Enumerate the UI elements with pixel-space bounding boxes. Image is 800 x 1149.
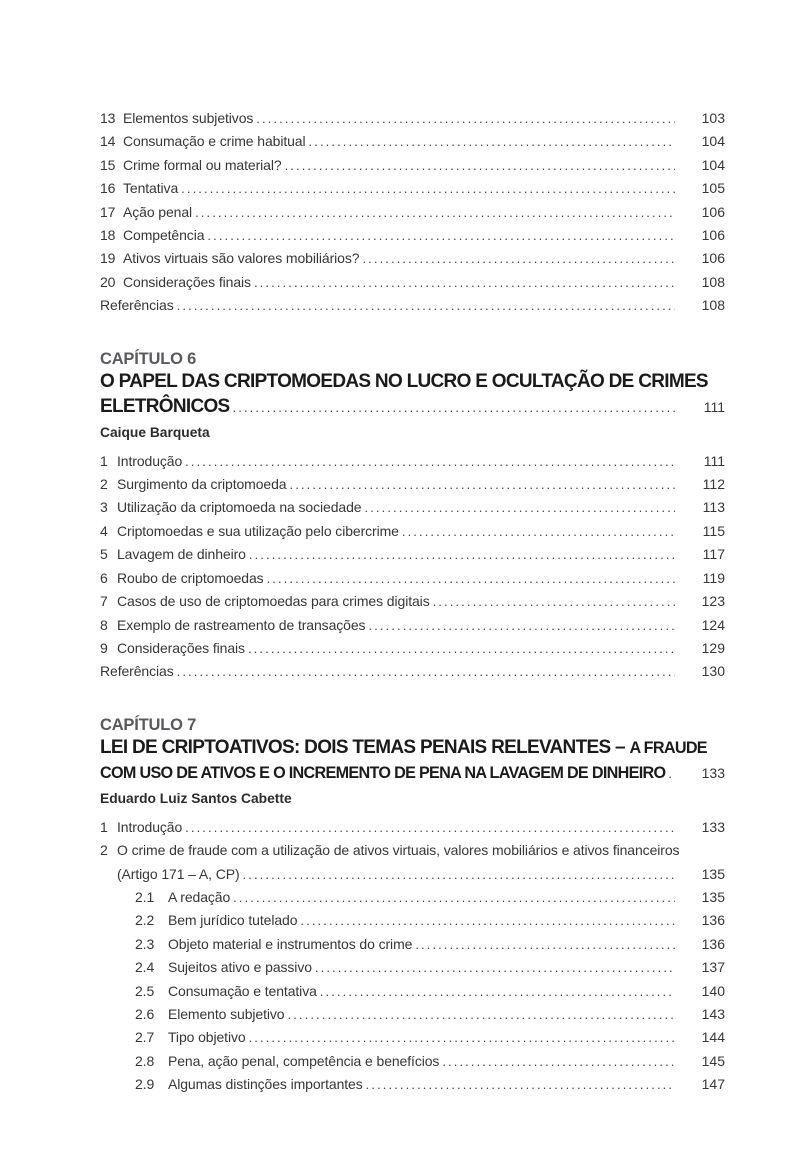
toc-entries-section (100, 107, 725, 318)
dot-leader (433, 590, 675, 613)
chapter-kicker: CAPÍTULO 6 (100, 349, 197, 368)
toc-entry (100, 816, 725, 839)
dot-leader (285, 154, 675, 177)
dot-leader (248, 637, 675, 660)
entry-number: 13 (100, 110, 116, 126)
entry-label: Roubo de criptomoedas (117, 569, 264, 586)
entry-label: Introdução (117, 452, 183, 469)
entry-label: Sujeitos ativo e passivo (168, 959, 312, 976)
dot-leader (368, 614, 675, 637)
entry-page-number: 136 (701, 935, 725, 952)
chapter-title-line (100, 761, 725, 786)
toc-entry (100, 543, 725, 566)
entry-label: Casos de uso de criptomoedas para crimes digitais (117, 593, 430, 610)
dot-leader (320, 980, 675, 1003)
toc-entry (100, 177, 725, 200)
entry-label: Referências (100, 297, 174, 314)
entry-number: 14 (100, 133, 116, 150)
chapter-title-text: ELETRÔNICOS (100, 395, 230, 417)
entry-page-number: 111 (703, 452, 725, 469)
entry-page-number: 105 (701, 180, 725, 197)
entry-page-number: 124 (701, 616, 725, 633)
chapter-title (100, 736, 725, 786)
entry-page-number: 133 (701, 818, 725, 835)
entry-number: 2 (100, 842, 108, 859)
entry-number: 16 (100, 180, 116, 197)
toc-entry (100, 933, 725, 956)
dot-leader (290, 473, 676, 496)
dot-leader (668, 762, 675, 786)
entry-label: Bem jurídico tutelado (168, 912, 298, 929)
entry-label: Ação penal (123, 203, 193, 220)
dot-leader (288, 1003, 676, 1026)
entry-list (100, 450, 725, 684)
entry-page-number: 104 (701, 133, 725, 150)
dot-leader (177, 660, 675, 683)
dot-leader (243, 863, 675, 886)
entry-number: 1 (100, 452, 108, 469)
entry-label: Criptomoedas e sua utilização pelo cibercrime (117, 522, 399, 539)
entry-label: Ativos virtuais são valores mobiliários? (123, 250, 360, 267)
entry-label: Tentativa (123, 180, 179, 197)
chapter-title-text: A FRAUDE (629, 738, 707, 757)
entry-number: 7 (100, 593, 108, 610)
entry-page-number: 136 (701, 912, 725, 929)
entry-number: 20 (100, 273, 116, 290)
entry-page-number: 106 (701, 227, 725, 244)
entry-page-number: 108 (701, 273, 725, 290)
entry-page-number: 140 (701, 982, 725, 999)
dot-leader (233, 886, 675, 909)
dot-leader (177, 294, 675, 317)
dot-leader (181, 177, 675, 200)
chapter-section (100, 715, 725, 1097)
chapter-heading (100, 349, 725, 441)
chapter-section (100, 349, 725, 684)
entry-page-number: 130 (701, 663, 725, 680)
toc-entry (100, 637, 725, 660)
entry-label: A redação (168, 888, 231, 905)
entry-page-number: 137 (701, 959, 725, 976)
entry-number: 2.4 (135, 959, 155, 976)
entry-page-number: 108 (701, 297, 725, 314)
entry-page-number: 115 (702, 522, 725, 539)
chapter-kicker: CAPÍTULO 7 (100, 715, 197, 734)
entry-number: 3 (100, 499, 108, 516)
entry-label: Tipo objetivo (168, 1029, 246, 1046)
entry-page-number: 106 (701, 250, 725, 267)
entry-label: Pena, ação penal, competência e benefícios (168, 1052, 440, 1069)
toc-entry (100, 473, 725, 496)
entry-number: 2.3 (135, 935, 155, 952)
dot-leader (185, 816, 675, 839)
chapter-title-text: O PAPEL DAS CRIPTOMOEDAS NO LUCRO E OCULTAÇÃO DE CRIMES (100, 370, 708, 392)
entry-page-number: 119 (702, 569, 725, 586)
entry-number: 2.1 (135, 888, 155, 905)
entry-page-number: 145 (701, 1052, 725, 1069)
entry-number: 2 (100, 476, 108, 493)
dot-leader (207, 224, 675, 247)
toc-entry (100, 660, 725, 683)
entry-number: 1 (100, 818, 108, 835)
entry-page-number: 143 (701, 1005, 725, 1022)
entry-number: 2.5 (135, 982, 155, 999)
entry-number: 6 (100, 569, 108, 586)
entry-label-continued: (Artigo 171 – A, CP) (117, 865, 240, 882)
entry-page-number: 144 (701, 1029, 725, 1046)
chapter-title-line (100, 736, 725, 761)
dot-leader (366, 1073, 675, 1096)
entry-page-number: 123 (701, 593, 725, 610)
entry-label: Exemplo de rastreamento de transações (117, 616, 366, 633)
entry-number: 17 (100, 203, 116, 220)
chapter-title (100, 370, 725, 420)
entry-label: Utilização da criptomoeda na sociedade (117, 499, 362, 516)
toc-entry (100, 271, 725, 294)
entry-label: Crime formal ou material? (123, 156, 282, 173)
dot-leader (442, 1050, 675, 1073)
toc-entry (100, 956, 725, 979)
entry-page-number: 112 (702, 476, 725, 493)
entry-list (100, 816, 725, 1097)
chapter-page-number: 111 (703, 398, 725, 415)
chapter-title-text: LEI DE CRIPTOATIVOS: DOIS TEMAS PENAIS RELEVANTES – (100, 736, 630, 758)
toc-entry (100, 224, 725, 247)
toc-entry (100, 294, 725, 317)
entry-number: 4 (100, 522, 108, 539)
toc-entry (100, 247, 725, 270)
entry-page-number: 117 (702, 546, 725, 563)
entry-label: O crime de fraude com a utilização de ativos virtuais, valores mobiliários e ativos financeiros (117, 842, 680, 859)
entry-number: 8 (100, 616, 108, 633)
toc-entry (100, 590, 725, 613)
dot-leader (309, 130, 675, 153)
entry-label: Algumas distinções importantes (168, 1076, 363, 1093)
chapter-author: Eduardo Luiz Santos Cabette (100, 790, 292, 806)
entry-label: Referências (100, 663, 174, 680)
entry-label: Elemento subjetivo (168, 1005, 285, 1022)
entry-label: Considerações finais (117, 639, 245, 656)
toc-entry (100, 154, 725, 177)
chapter-heading (100, 715, 725, 807)
toc-entry (100, 839, 725, 862)
dot-leader (267, 567, 675, 590)
dot-leader (249, 543, 675, 566)
entry-page-number: 103 (701, 110, 725, 126)
chapter-author: Caique Barqueta (100, 424, 210, 440)
toc-entry (100, 980, 725, 1003)
dot-leader (364, 496, 675, 519)
entry-number: 2.6 (135, 1005, 155, 1022)
entry-page-number: 104 (701, 156, 725, 173)
toc-entry (100, 520, 725, 543)
entry-number: 19 (100, 250, 116, 267)
toc-entry (100, 909, 725, 932)
entry-label: Considerações finais (123, 273, 251, 290)
dot-leader (233, 396, 675, 420)
toc-entry (100, 886, 725, 909)
toc-entry (100, 1050, 725, 1073)
dot-leader (300, 909, 675, 932)
entry-label: Introdução (117, 818, 183, 835)
dot-leader (256, 107, 675, 130)
toc-entry (100, 1003, 725, 1026)
toc-entry (100, 201, 725, 224)
entry-number: 15 (100, 156, 116, 173)
entry-label: Objeto material e instrumentos do crime (168, 935, 413, 952)
dot-leader (362, 247, 675, 270)
toc-entry (100, 130, 725, 153)
entry-number: 5 (100, 546, 108, 563)
chapter-title-line (100, 370, 725, 395)
entry-label: Elementos subjetivos (123, 110, 254, 126)
entry-number: 2.8 (135, 1052, 155, 1069)
entry-page-number: 113 (702, 499, 725, 516)
entry-list (100, 107, 725, 318)
dot-leader (415, 933, 675, 956)
toc-entry-continuation (100, 863, 725, 886)
entry-number: 2.9 (135, 1076, 155, 1093)
chapter-page-number: 133 (701, 764, 725, 781)
entry-number: 2.7 (135, 1029, 155, 1046)
entry-page-number: 135 (701, 865, 725, 882)
entry-page-number: 129 (701, 639, 725, 656)
toc-entry (100, 1026, 725, 1049)
dot-leader (249, 1026, 675, 1049)
entry-label: Lavagem de dinheiro (117, 546, 246, 563)
chapter-title-text: COM USO DE ATIVOS E O INCREMENTO DE PENA NA LAVAGEM DE DINHEIRO (100, 763, 666, 782)
dot-leader (402, 520, 675, 543)
entry-number: 18 (100, 227, 116, 244)
dot-leader (185, 450, 675, 473)
entry-number: 2.2 (135, 912, 155, 929)
dot-leader (254, 271, 675, 294)
toc-entry (100, 614, 725, 637)
toc-entry (100, 1073, 725, 1096)
dot-leader (315, 956, 675, 979)
entry-page-number: 106 (701, 203, 725, 220)
toc-entry (100, 450, 725, 473)
toc-entry (100, 107, 725, 130)
entry-label: Consumação e crime habitual (123, 133, 306, 150)
entry-label: Surgimento da criptomoeda (117, 476, 287, 493)
entry-label: Competência (123, 227, 205, 244)
entry-page-number: 147 (701, 1076, 725, 1093)
toc-entry (100, 567, 725, 590)
entry-page-number: 135 (701, 888, 725, 905)
toc-entry (100, 496, 725, 519)
entry-number: 9 (100, 639, 108, 656)
entry-label: Consumação e tentativa (168, 982, 317, 999)
chapter-title-line (100, 395, 725, 420)
dot-leader (195, 201, 675, 224)
